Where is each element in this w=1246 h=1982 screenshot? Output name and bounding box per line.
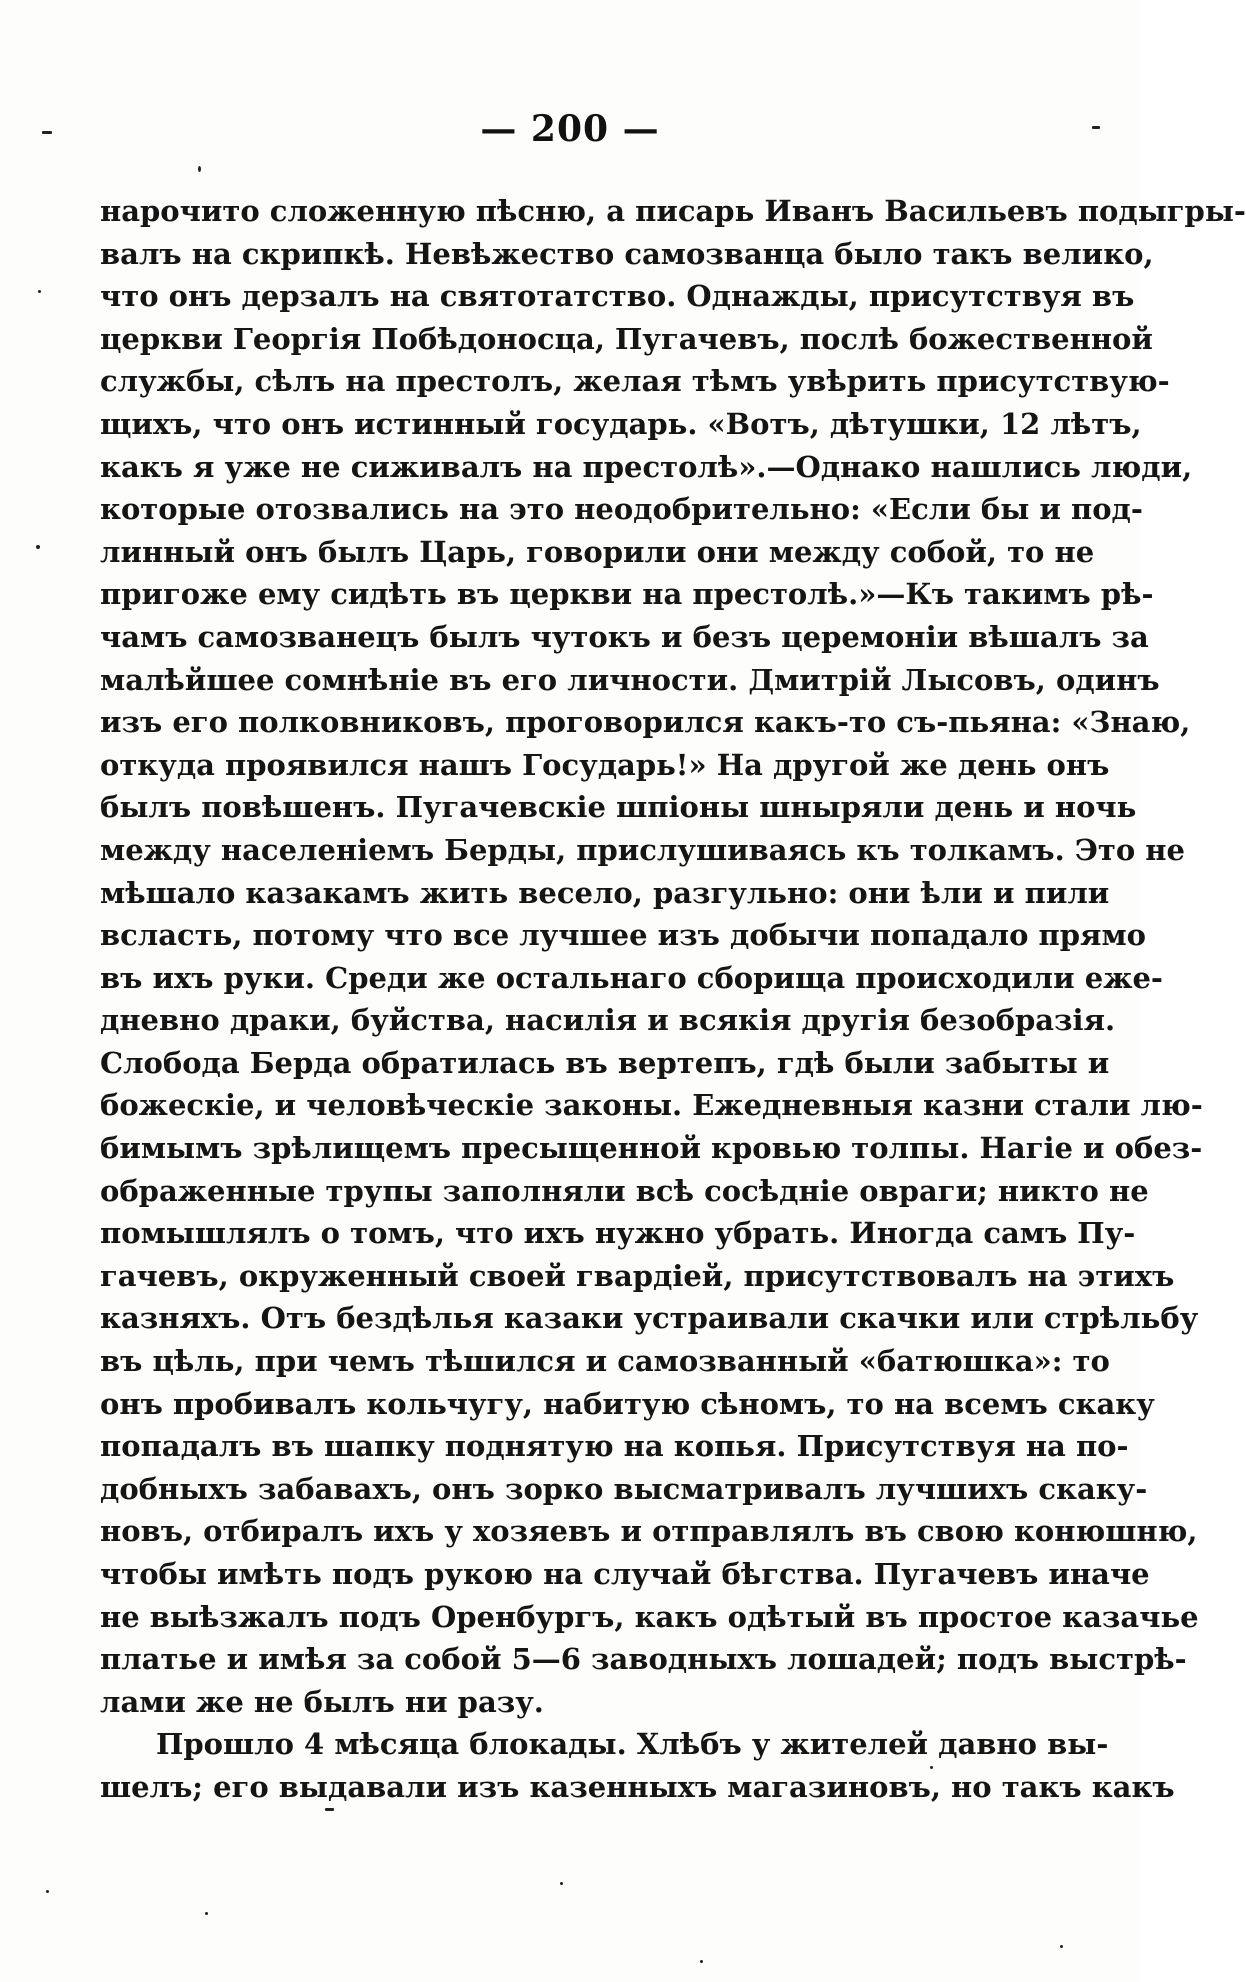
paragraph <box>100 1723 1175 1808</box>
scan-speck <box>1060 1945 1063 1948</box>
text-line: нарочито сложенную пѣсню, а писарь Иванъ Васильевъ подыгры- <box>100 194 1246 228</box>
scan-speck <box>700 1960 703 1963</box>
text-line: чамъ самозванецъ былъ чутокъ и безъ церемоніи вѣшалъ за <box>100 619 1149 654</box>
paragraph <box>100 190 1246 1723</box>
text-line: гачевъ, окруженный своей гвардіей, присутствовалъ на этихъ <box>100 1258 1175 1293</box>
scan-speck <box>36 545 40 549</box>
text-line: Слобода Берда обратилась въ вертепъ, гдѣ были забыты и <box>100 1045 1110 1080</box>
text-line: что онъ дерзалъ на святотатство. Однажды, присутствуя въ <box>100 279 1135 314</box>
scan-speck <box>325 1808 334 1811</box>
text-line: онъ пробивалъ кольчугу, набитую сѣномъ, то на всемъ скаку <box>100 1386 1155 1421</box>
text-line: казняхъ. Отъ бездѣлья казаки устраивали скачки или стрѣльбу <box>100 1301 1199 1336</box>
text-line: помышлялъ о томъ, что ихъ нужно убрать. Иногда самъ Пу- <box>100 1216 1136 1251</box>
text-line: платье и имѣя за собой 5—6 заводныхъ лошадей; подъ выстрѣ- <box>100 1642 1187 1677</box>
text-line: линный онъ былъ Царь, говорили они между собой, то не <box>100 534 1095 569</box>
text-line: изъ его полковниковъ, проговорился какъ-то съ-пьяна: «Знаю, <box>100 705 1191 740</box>
scan-speck <box>1092 126 1100 129</box>
text-line: мѣшало казакамъ жить весело, разгульно: они ѣли и пили <box>100 875 1110 910</box>
text-line: попадалъ въ шапку поднятую на копья. Присутствуя на по- <box>100 1429 1129 1464</box>
text-line: малѣйшее сомнѣніе въ его личности. Дмитрій Лысовъ, одинъ <box>100 662 1160 697</box>
text-line: валъ на скрипкѣ. Невѣжество самозванца было такъ велико, <box>100 236 1154 271</box>
scan-speck <box>560 1882 563 1885</box>
scan-speck <box>198 166 201 172</box>
text-line: чтобы имѣть подъ рукою на случай бѣгства. Пугачевъ иначе <box>100 1557 1150 1591</box>
text-line: которые отозвались на это неодобрительно: «Если бы и под- <box>100 492 1143 527</box>
text-line: пригоже ему сидѣть въ церкви на престолѣ.»—Къ такимъ рѣ- <box>100 577 1154 612</box>
scan-speck <box>46 1890 49 1893</box>
text-line: между населеніемъ Берды, прислушиваясь къ толкамъ. Это не <box>100 832 1185 867</box>
text-line: въ цѣль, при чемъ тѣшился и самозванный «батюшка»: то <box>100 1344 1110 1379</box>
text-line: церкви Георгія Побѣдоносца, Пугачевъ, послѣ божественной <box>100 321 1153 356</box>
text-line: лами же не былъ ни разу. <box>100 1684 544 1719</box>
scan-speck <box>42 131 52 134</box>
page-number: — 200 — <box>480 108 660 150</box>
text-line: бимымъ зрѣлищемъ пресыщенной кровью толпы. Нагіе и обез- <box>100 1131 1203 1166</box>
text-line: Прошло 4 мѣсяца блокады. Хлѣбъ у жителей давно вы- <box>156 1727 1109 1762</box>
text-line: былъ повѣшенъ. Пугачевскіе шпіоны шныряли день и ночь <box>100 790 1137 825</box>
text-line: дневно драки, буйства, насилія и всякія другія безобразія. <box>100 1003 1116 1038</box>
text-line: щихъ, что онъ истинный государь. «Вотъ, дѣтушки, 12 лѣтъ, <box>100 406 1142 441</box>
scan-speck <box>38 290 41 293</box>
scan-speck <box>930 1766 933 1769</box>
text-line: не выѣзжалъ подъ Оренбургъ, какъ одѣтый въ простое казачье <box>100 1599 1199 1634</box>
text-line: божескіе, и человѣческіе законы. Ежедневныя казни стали лю- <box>100 1088 1203 1123</box>
text-line: добныхъ забавахъ, онъ зорко высматривалъ лучшихъ скаку- <box>100 1471 1148 1506</box>
text-line: новъ, отбиралъ ихъ у хозяевъ и отправлялъ въ свою конюшню, <box>100 1514 1198 1549</box>
text-line: откуда проявился нашъ Государь!» На другой же день онъ <box>100 747 1110 782</box>
text-line: ображенные трупы заполняли всѣ сосѣдніе овраги; никто не <box>100 1173 1149 1208</box>
text-line: всласть, потому что все лучшее изъ добычи попадало прямо <box>100 918 1146 953</box>
scan-speck <box>205 1912 208 1915</box>
body-text <box>100 190 1246 1809</box>
text-line: въ ихъ руки. Среди же остальнаго сборища происходили ежe- <box>100 960 1163 995</box>
text-line: службы, сѣлъ на престолъ, желая тѣмъ увѣрить присутствую- <box>100 364 1170 399</box>
text-line: шелъ; его выдавали изъ казенныхъ магазиновъ, но такъ какъ <box>100 1769 1175 1804</box>
text-line: какъ я уже не сиживалъ на престолѣ».—Однако нашлись люди, <box>100 449 1193 484</box>
